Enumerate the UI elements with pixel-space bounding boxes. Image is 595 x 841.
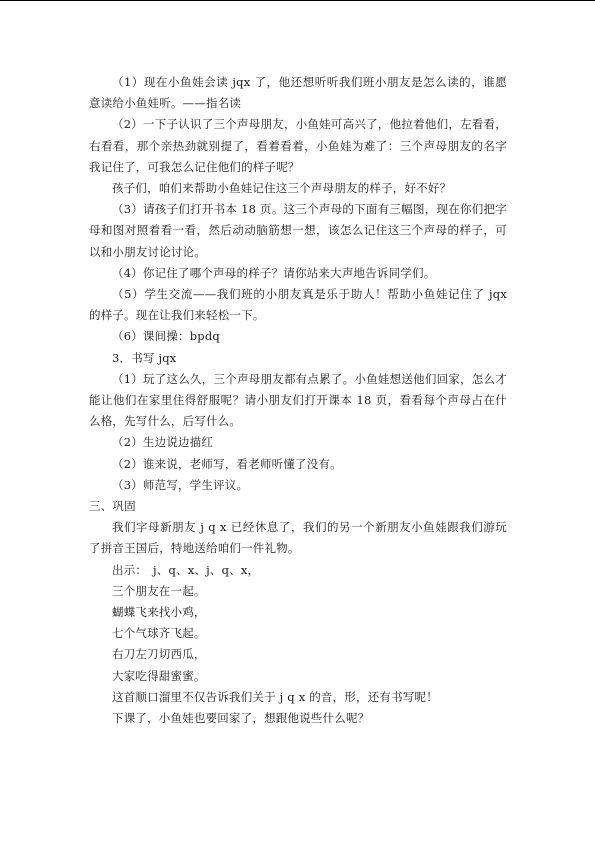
section-heading-consolidate: 三、巩固: [89, 499, 136, 514]
poem-line-3: 七个气球齐飞起。: [112, 626, 206, 641]
paragraph-gift: 我们字母新朋友 j q x 已经休息了，我们的另一个新朋友小鱼娃跟我们游玩了拼音王国后，特地送给咱们一件礼物。: [89, 520, 507, 556]
paragraph-farewell: 下课了，小鱼娃也要回家了，想跟他说些什么呢？: [112, 711, 370, 726]
poem-line-2: 蝴蝶飞来找小鸡，: [112, 605, 206, 620]
subheading-writing: 3．书写 jqx: [112, 350, 177, 365]
paragraph-fish-story: （2）一下子认识了三个声母朋友，小鱼娃可高兴了，他拉着他们，左看看，右看看，那个亲热劲就别提了，看着看着，小鱼娃为难了：三个声母朋友的名字我记住了，可我怎么记住他们的样子呢？: [89, 117, 507, 174]
paragraph-writing-intro: （1）玩了这么久，三个声母朋友都有点累了。小鱼娃想送他们回家，怎么才能让他们在家里住得舒服呢？请小朋友们打开课本 18 页，看看每个声母占在什么格，先写什么，后写什么。: [89, 371, 507, 429]
paragraph-teacher-writes: （2）谁来说，老师写，看老师听懂了没有。: [112, 456, 342, 471]
page-top-rule: [0, 0, 595, 1]
poem-line-5: 大家吃得甜蜜蜜。: [112, 668, 206, 683]
paragraph-rhyme-summary: 这首顺口溜里不仅告诉我们关于 j q x 的音，形，还有书写呢！: [112, 689, 438, 704]
paragraph-read-aloud: （1）现在小鱼娃会读 jqx 了，他还想听听我们班小朋友是怎么读的，谁愿意读给小鱼娃听。——指名读: [89, 75, 507, 111]
document-body: [89, 72, 507, 729]
poem-line-1: 三个朋友在一起。: [112, 583, 206, 598]
paragraph-break-exercise: （6）课间操：bpdq: [112, 329, 220, 344]
poem-line-4: 右刀左刀切西瓜，: [112, 647, 206, 662]
paragraph-demo-writing: （3）师范写，学生评议。: [112, 477, 249, 492]
paragraph-open-book: （3）请孩子们打开书本 18 页。这三个声母的下面有三幅图，现在你们把字母和图对照着看一看，然后动动脑筋想一想，该怎么记住这三个声母的样子，可以和小朋友讨论讨论。: [89, 202, 507, 259]
paragraph-which-letter: （4）你记住了哪个声母的样子？请你站来大声地告诉同学们。: [112, 265, 436, 280]
paragraph-student-exchange: （5）学生交流——我们班的小朋友真是乐于助人！帮助小鱼娃记住了 jqx 的样子。现在让我们来轻松一下。: [89, 287, 507, 323]
poem-line-show: 出示： j、q、x、j、q、x，: [112, 562, 260, 577]
paragraph-trace: （2）生边说边描红: [112, 435, 214, 450]
paragraph-help-remember: 孩子们，咱们来帮助小鱼娃记住这三个声母朋友的样子，好不好？: [112, 181, 452, 196]
